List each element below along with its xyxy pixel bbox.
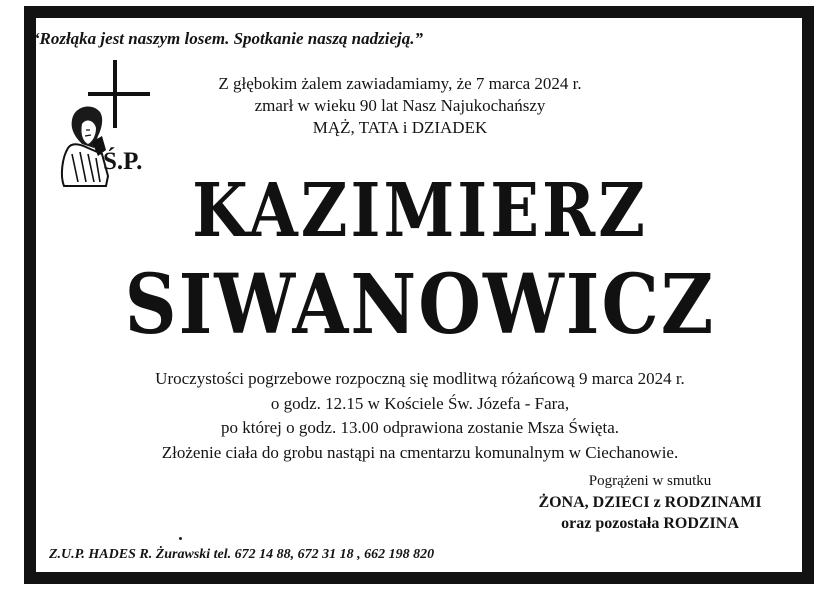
intro-line: MĄŻ, TATA i DZIADEK — [312, 118, 488, 137]
deceased-first-name: KAZIMIERZ — [192, 168, 648, 255]
intro-line: zmarł w wieku 90 lat Nasz Najukochańszy — [254, 96, 546, 115]
ceremony-line: po której o godz. 13.00 odprawiona zostanie Msza Święta. — [221, 418, 619, 437]
funeral-home-footer: Z.U.P. HADES R. Żurawski tel. 672 14 88, 672 31 18 , 662 198 820 — [49, 547, 435, 562]
ceremony-line: Uroczystości pogrzebowe rozpoczną się modlitwą różańcową 9 marca 2024 r. — [155, 369, 685, 388]
quote: “Rozłąka jest naszym losem. Spotkanie naszą nadzieją.” — [31, 29, 423, 48]
mourners-signature — [440, 471, 840, 534]
intro-text — [190, 73, 610, 139]
speck — [179, 537, 182, 540]
deceased-last-name: SIWANOWICZ — [124, 254, 716, 353]
mourners-line: ŻONA, DZIECI z RODZINAMI — [538, 494, 762, 511]
mourners-line: oraz pozostała RODZINA — [561, 515, 739, 532]
ceremony-details — [60, 367, 780, 465]
intro-line: Z głębokim żalem zawiadamiamy, że 7 marca 2024 r. — [218, 74, 582, 93]
ceremony-line: Złożenie ciała do grobu nastąpi na cmentarzu komunalnym w Ciechanowie. — [161, 442, 679, 462]
mourners-line: Pogrążeni w smutku — [588, 473, 712, 489]
ceremony-line: o godz. 12.15 w Kościele Św. Józefa - Fara, — [270, 393, 570, 413]
sp-abbreviation: Ś.P. — [103, 148, 143, 175]
